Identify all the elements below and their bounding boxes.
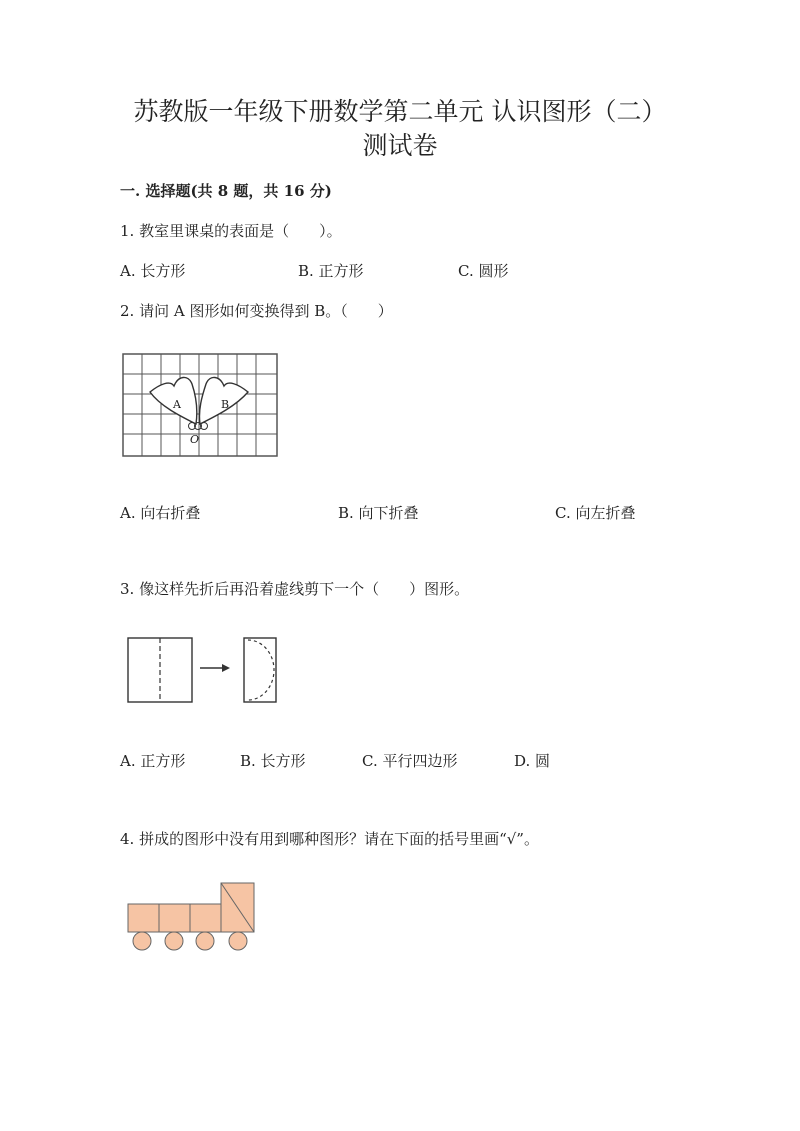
question-4-text: 4. 拼成的图形中没有用到哪种图形？请在下面的括号里画“√”。	[120, 830, 539, 848]
question-3-text: 3. 像这样先折后再沿着虚线剪下一个（ ）图形。	[120, 580, 470, 598]
paper-title-line1: 苏教版一年级下册数学第二单元 认识图形（二）	[133, 97, 667, 126]
question-1-text: 1. 教室里课桌的表面是（ ）。	[120, 222, 342, 240]
figure-label-o: O	[190, 433, 200, 446]
question-4-truck-figure	[124, 880, 260, 954]
question-2-grid-figure	[120, 350, 282, 462]
question-2-option-a: A. 向右折叠	[120, 504, 201, 522]
question-2-option-b: B. 向下折叠	[338, 504, 419, 522]
question-3-option-c: C. 平行四边形	[362, 752, 458, 770]
question-1-option-a: A. 长方形	[120, 262, 186, 280]
question-1-option-b: B. 正方形	[298, 262, 364, 280]
question-3-option-d: D. 圆	[514, 752, 551, 770]
question-3-fold-figure	[120, 630, 280, 710]
question-3-option-a: A. 正方形	[120, 752, 186, 770]
question-3-option-b: B. 长方形	[240, 752, 306, 770]
section-heading: 一. 选择题(共 8 题，共 16 分)	[120, 182, 332, 200]
figure-label-a: A	[173, 398, 181, 411]
question-2-option-c: C. 向左折叠	[555, 504, 636, 522]
paper-title-line2: 测试卷	[362, 131, 438, 160]
question-2-text: 2. 请问 A 图形如何变换得到 B。（ ）	[120, 302, 393, 320]
question-1-option-c: C. 圆形	[458, 262, 509, 280]
figure-label-b: B	[221, 398, 230, 411]
